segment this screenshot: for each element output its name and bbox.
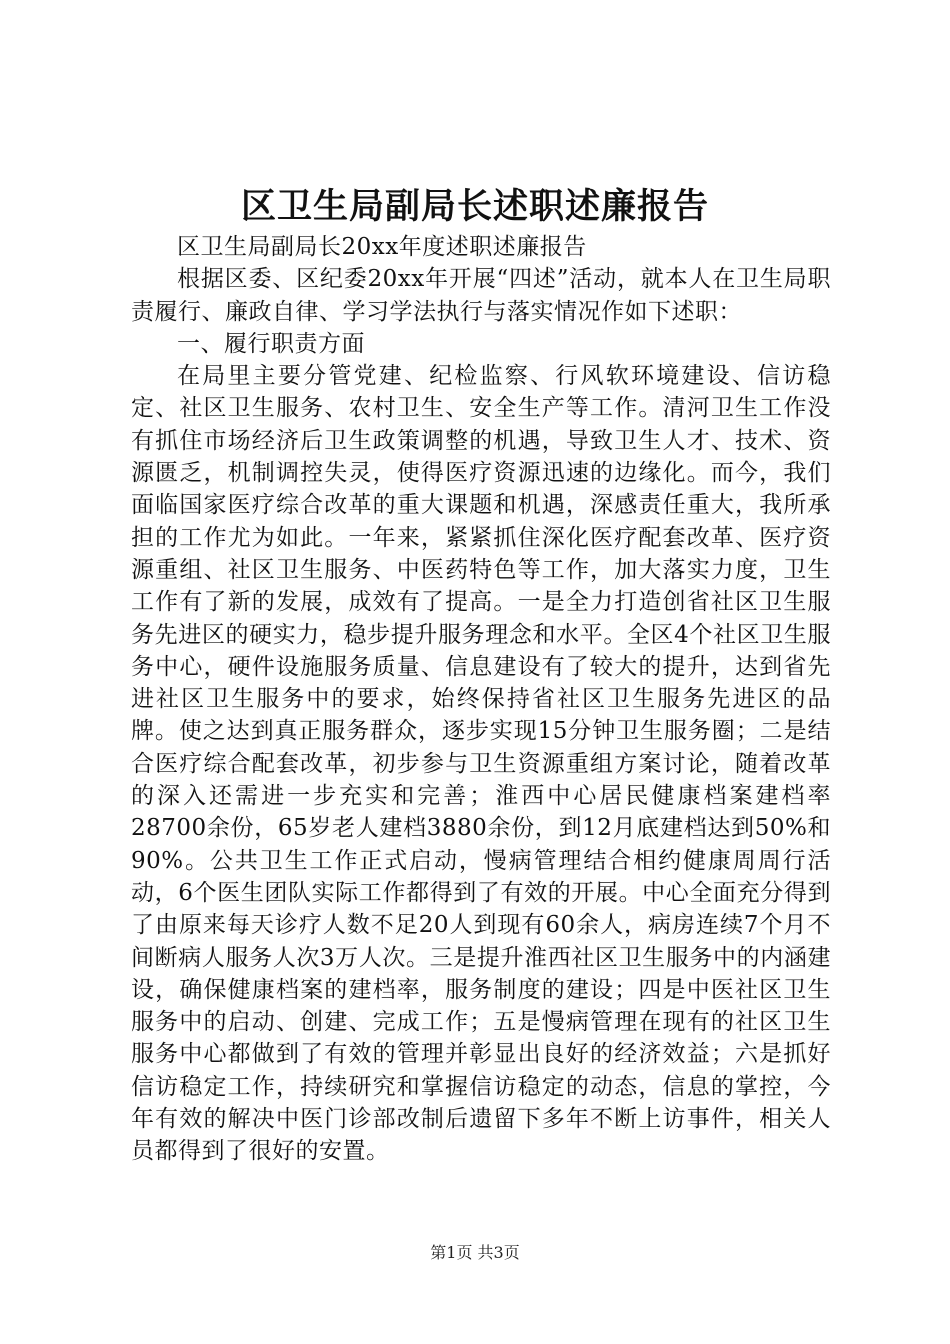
- section-heading-duties: 一、履行职责方面: [177, 330, 365, 357]
- page-footer: 第1页 共3页: [430, 1243, 520, 1262]
- body-paragraph-duties: 在局里主要分管党建、纪检监察、行风软环境建设、信访稳定、社区卫生服务、农村卫生、安全生产等工作。清河卫生工作没有抓住市场经济后卫生政策调整的机遇，导致卫生人才、技术、资源匮乏，机制调控失灵，使得医疗资源迅速的边缘化。而今，我们面临国家医疗综合改革的重大课题和机遇，深感责任重大，我所承担的工作尤为如此。一年来，紧紧抓住深化医疗配套改革、医疗资源重组、社区卫生服务、中医药特色等工作，加大落实力度，卫生工作有了新的发展，成效有了提高。一是全力打造创省社区卫生服务先进区的硬实力，稳步提升服务理念和水平。全区4个社区卫生服务中心，硬件设施服务质量、信息建设有了较大的提升，达到省先进社区卫生服务中的要求，始终保持省社区卫生服务先进区的品牌。使之达到真正服务群众，逐步实现15分钟卫生服务圈；二是结合医疗综合配套改革，初步参与卫生资源重组方案讨论，随着改革的深入还需进一步充实和完善；淮西中心居民健康档案建档率28700余份，65岁老人建档3880余份，到12月底建档达到50%和90%。公共卫生工作正式启动，慢病管理结合相约健康周周行活动，6个医生团队实际工作都得到了有效的开展。中心全面充分得到了由原来每天诊疗人数不足20人到现有60余人，病房连续7个月不间断病人服务人次3万人次。三是提升淮西社区卫生服务中的内涵建设，确保健康档案的建档率，服务制度的建设；四是中医社区卫生服务中的启动、创建、完成工作；五是慢病管理在现有的社区卫生服务中心都做到了有效的管理并彰显出良好的经济效益；六是抓好信访稳定工作，持续研究和掌握信访稳定的动态，信息的掌控，今年有效的解决中医门诊部改制后遗留下多年不断上访事件，相关人员都得到了很好的安置。: [131, 363, 831, 1165]
- body-paragraph-subtitle: 区卫生局副局长20xx年度述职述廉报告: [177, 234, 587, 260]
- document-body: [131, 231, 831, 1168]
- page-title: 区卫生局副局长述职述廉报告: [240, 186, 709, 227]
- body-paragraph-intro: 根据区委、区纪委20xx年开展“四述”活动，就本人在卫生局职责履行、廉政自律、学习学法执行与落实情况作如下述职：: [131, 266, 831, 325]
